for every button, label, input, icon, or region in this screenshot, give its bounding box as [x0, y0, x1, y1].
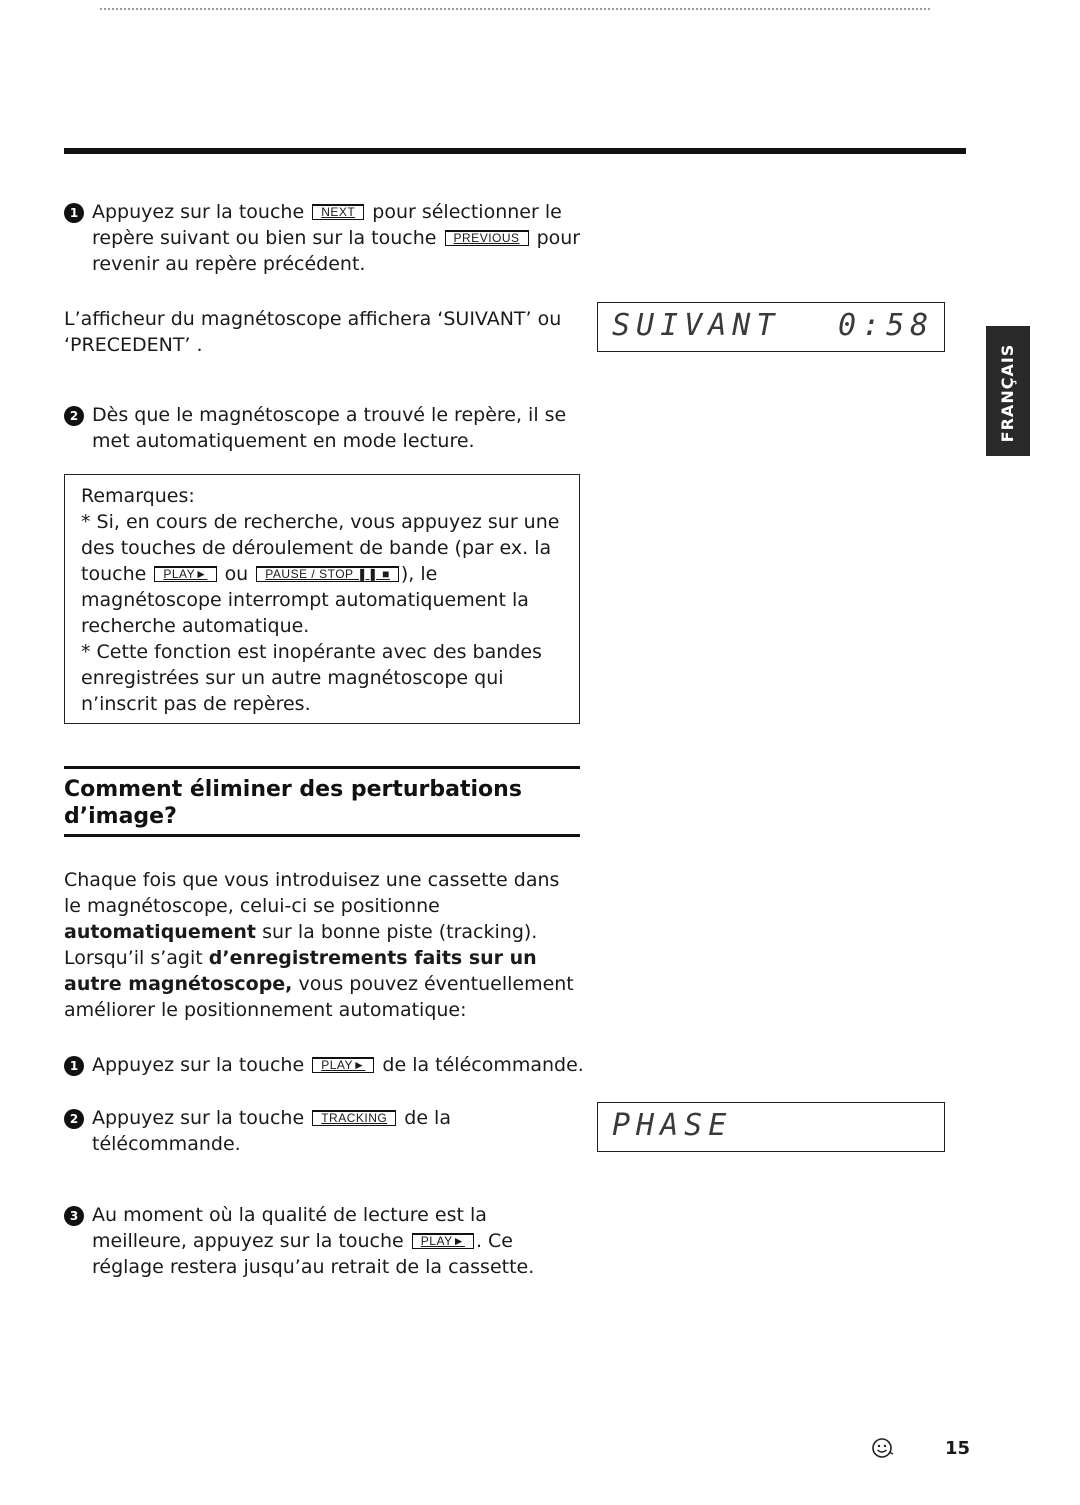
play-key: PLAY►: [412, 1233, 474, 1249]
previous-key: PREVIOUS: [445, 230, 529, 246]
lcd-text: SUIVANT: [612, 308, 781, 343]
scan-artifact-line: [100, 8, 930, 10]
remark-1: * Si, en cours de recherche, vous appuyez sur une des touches de déroulement de bande (par ex. la touche PLAY► ou PAUSE / STOP ❚❚ ■ ), le magnétoscope interrompt automatiquement la recherche automatique.: [81, 511, 560, 637]
language-tab: FRANÇAIS: [986, 326, 1030, 456]
lcd-display-phase: [597, 1102, 945, 1152]
step-3-confirm: 3 Au moment où la qualité de lecture est la meilleure, appuyez sur la touche PLAY► . Ce réglage restera jusqu’au retrait de la cassette.: [64, 1202, 574, 1280]
step-number: 3: [64, 1206, 84, 1226]
lcd-display-suivant: [597, 302, 945, 352]
top-rule: [64, 148, 966, 154]
step-number: 1: [64, 203, 84, 223]
step-number: 2: [64, 1109, 84, 1129]
play-key: PLAY►: [154, 566, 216, 582]
step-number: 2: [64, 406, 84, 426]
step-2-auto-play: [64, 402, 584, 454]
remark-2: * Cette fonction est inopérante avec des bandes enregistrées sur un autre magnétoscope qui n’inscrit pas de repères.: [81, 641, 542, 715]
lcd-text: PHASE: [612, 1108, 733, 1143]
page-number: 15: [945, 1438, 971, 1459]
step-1-play: 1 Appuyez sur la touche PLAY► de la télécommande.: [64, 1052, 594, 1078]
section-heading: Comment éliminer des perturbations d’image?: [64, 766, 580, 837]
tracking-key: TRACKING: [312, 1110, 396, 1126]
remarks-box: [64, 474, 580, 724]
next-key: NEXT: [312, 204, 364, 220]
step-1-next: [64, 199, 584, 277]
remarks-title: Remarques:: [81, 485, 195, 507]
display-note: L’afficheur du magnétoscope affichera ‘SUIVANT’ ou ‘PRECEDENT’ .: [64, 308, 562, 356]
step-2-tracking: 2 Appuyez sur la touche TRACKING de la télécommande.: [64, 1105, 564, 1157]
pause-stop-key: PAUSE / STOP ❚❚ ■: [256, 566, 399, 582]
step-number: 1: [64, 1056, 84, 1076]
smiley-face-icon: [870, 1436, 894, 1460]
intro-paragraph: Chaque fois que vous introduisez une cassette dans le magnétoscope, celui-ci se positionne automatiquement sur la bonne piste (tracking). Lorsqu’il s’agit d’enregistrements faits sur un autre magnétoscope, vous pouvez éventuellement améliorer le positionnement automatique:: [64, 869, 574, 1021]
step-text: Appuyez sur la touche NEXT pour sélectionner le repère suivant ou bien sur la touche PREVIOUS pour revenir au repère précédent.: [92, 201, 581, 275]
lcd-counter: 0:58: [838, 308, 935, 343]
step-text: Dès que le magnétoscope a trouvé le repère, il se met automatiquement en mode lecture.: [92, 404, 567, 452]
play-key: PLAY►: [312, 1057, 374, 1073]
